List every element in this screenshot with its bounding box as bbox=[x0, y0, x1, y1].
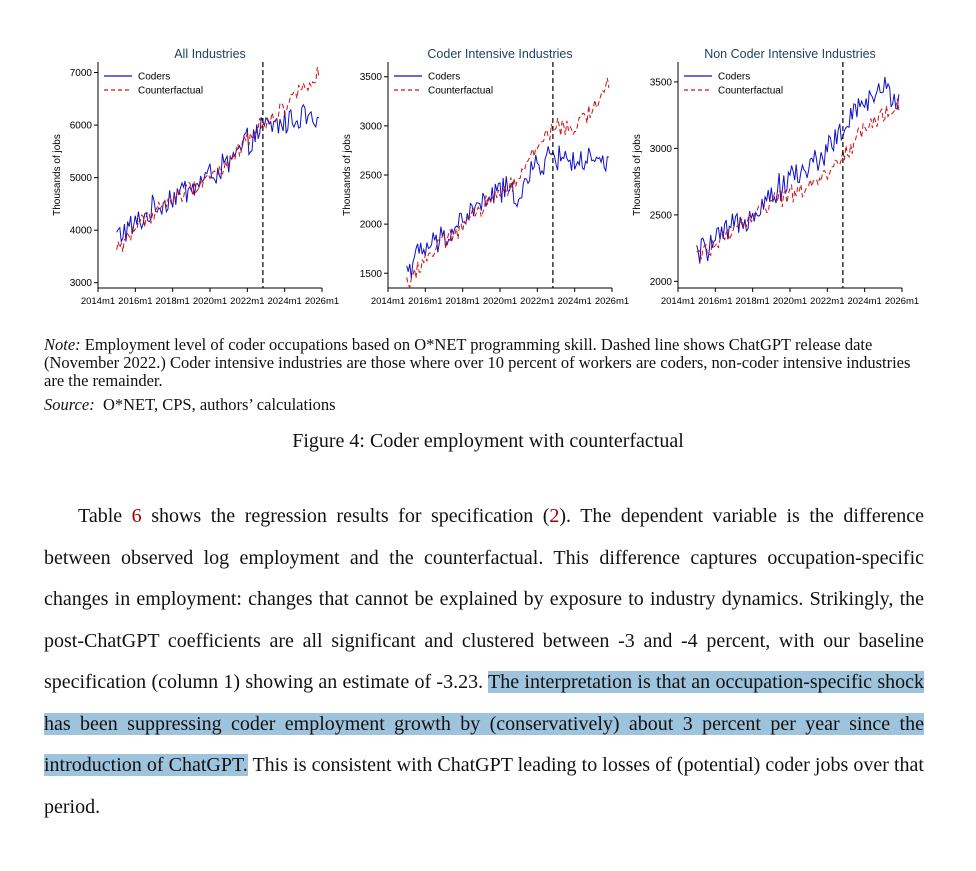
figure-source bbox=[44, 396, 336, 414]
table-ref-link[interactable]: 6 bbox=[131, 505, 142, 527]
x-tick-label: 2018m1 bbox=[735, 296, 770, 307]
x-tick-label: 2014m1 bbox=[80, 296, 116, 307]
y-tick-label: 1500 bbox=[359, 268, 382, 280]
x-tick-label: 2026m1 bbox=[304, 296, 340, 307]
y-tick-label: 5000 bbox=[69, 173, 92, 185]
figure-charts bbox=[40, 40, 940, 310]
x-tick-label: 2024m1 bbox=[847, 296, 882, 307]
equation-ref-link[interactable]: 2 bbox=[549, 505, 560, 527]
x-tick-label: 2022m1 bbox=[520, 296, 555, 307]
x-tick-label: 2020m1 bbox=[192, 296, 228, 307]
source-text: O*NET, CPS, authors’ calculations bbox=[94, 395, 336, 414]
series-line-coders bbox=[407, 146, 609, 279]
legend-label: Counterfactual bbox=[428, 85, 494, 97]
note-label: Note: bbox=[44, 335, 81, 354]
legend-label: Counterfactual bbox=[138, 85, 204, 97]
y-tick-label: 6000 bbox=[69, 120, 92, 132]
y-tick-label: 7000 bbox=[69, 68, 92, 80]
legend-label: Coders bbox=[428, 71, 461, 83]
x-tick-label: 2018m1 bbox=[155, 296, 190, 307]
figure-note bbox=[44, 336, 924, 390]
chart-2 bbox=[330, 40, 630, 310]
y-tick-label: 2000 bbox=[359, 219, 382, 231]
y-tick-label: 3500 bbox=[649, 77, 672, 89]
y-tick-label: 3000 bbox=[649, 143, 672, 155]
x-tick-label: 2026m1 bbox=[884, 296, 920, 307]
x-tick-label: 2020m1 bbox=[772, 296, 808, 307]
para-seg3: ). The dependent variable is the difference between observed log employment and the counterfactual. This difference captures occupation-specific changes in employment: changes that cannot be explained by exposure to industry dynamics. Strikingly, the post-ChatGPT coefficients are all significant and clustered between -3 and -4 percent, with our baseline specification (column 1) showing an estimate of -3.23. bbox=[44, 505, 924, 693]
chart-1 bbox=[40, 40, 340, 310]
series-line-counterfactual bbox=[407, 78, 609, 288]
x-tick-label: 2026m1 bbox=[594, 296, 630, 307]
x-tick-label: 2016m1 bbox=[118, 296, 153, 307]
y-tick-label: 4000 bbox=[69, 225, 92, 237]
y-axis-label: Thousands of jobs bbox=[52, 134, 63, 216]
para-seg2: shows the regression results for specification ( bbox=[141, 505, 550, 527]
chart-title: Non Coder Intensive Industries bbox=[704, 47, 876, 61]
y-tick-label: 3500 bbox=[359, 72, 382, 84]
chart-title: Coder Intensive Industries bbox=[427, 47, 573, 61]
x-tick-label: 2024m1 bbox=[267, 296, 302, 307]
y-axis-label: Thousands of jobs bbox=[632, 134, 643, 216]
x-tick-label: 2024m1 bbox=[557, 296, 592, 307]
series-line-coders bbox=[697, 77, 899, 264]
body-paragraph bbox=[44, 496, 924, 828]
x-tick-label: 2016m1 bbox=[698, 296, 733, 307]
chart-title: All Industries bbox=[174, 47, 246, 61]
highlighted-text: The interpretation is that an occupation-specific shock has been suppressing coder employment growth by (conservatively) about 3 percent per year since the introduction of ChatGPT. bbox=[44, 671, 924, 776]
y-tick-label: 2500 bbox=[649, 210, 672, 222]
y-tick-label: 2500 bbox=[359, 170, 382, 182]
x-tick-label: 2014m1 bbox=[660, 296, 696, 307]
note-text: Employment level of coder occupations based on O*NET programming skill. Dashed line shows ChatGPT release date (November 2022.) Coder intensive industries are those where over 10 percent of workers are coders, non-coder intensive industries are the remainder. bbox=[44, 335, 911, 390]
x-tick-label: 2016m1 bbox=[408, 296, 443, 307]
y-axis-label: Thousands of jobs bbox=[342, 134, 353, 216]
chart-3 bbox=[620, 40, 920, 310]
source-label: Source: bbox=[44, 395, 95, 414]
x-tick-label: 2014m1 bbox=[370, 296, 406, 307]
figure-caption: Figure 4: Coder employment with counterfactual bbox=[292, 430, 684, 452]
x-tick-label: 2020m1 bbox=[482, 296, 518, 307]
para-seg1: Table bbox=[78, 505, 132, 527]
legend-label: Counterfactual bbox=[718, 85, 784, 97]
x-tick-label: 2018m1 bbox=[445, 296, 480, 307]
y-tick-label: 3000 bbox=[69, 278, 92, 290]
legend-label: Coders bbox=[718, 71, 751, 83]
y-tick-label: 2000 bbox=[649, 276, 672, 288]
y-tick-label: 3000 bbox=[359, 121, 382, 133]
x-tick-label: 2022m1 bbox=[810, 296, 845, 307]
para-seg4: This is consistent with ChatGPT leading to losses of (potential) coder jobs over that period. bbox=[44, 754, 924, 818]
legend-label: Coders bbox=[138, 71, 171, 83]
x-tick-label: 2022m1 bbox=[230, 296, 265, 307]
